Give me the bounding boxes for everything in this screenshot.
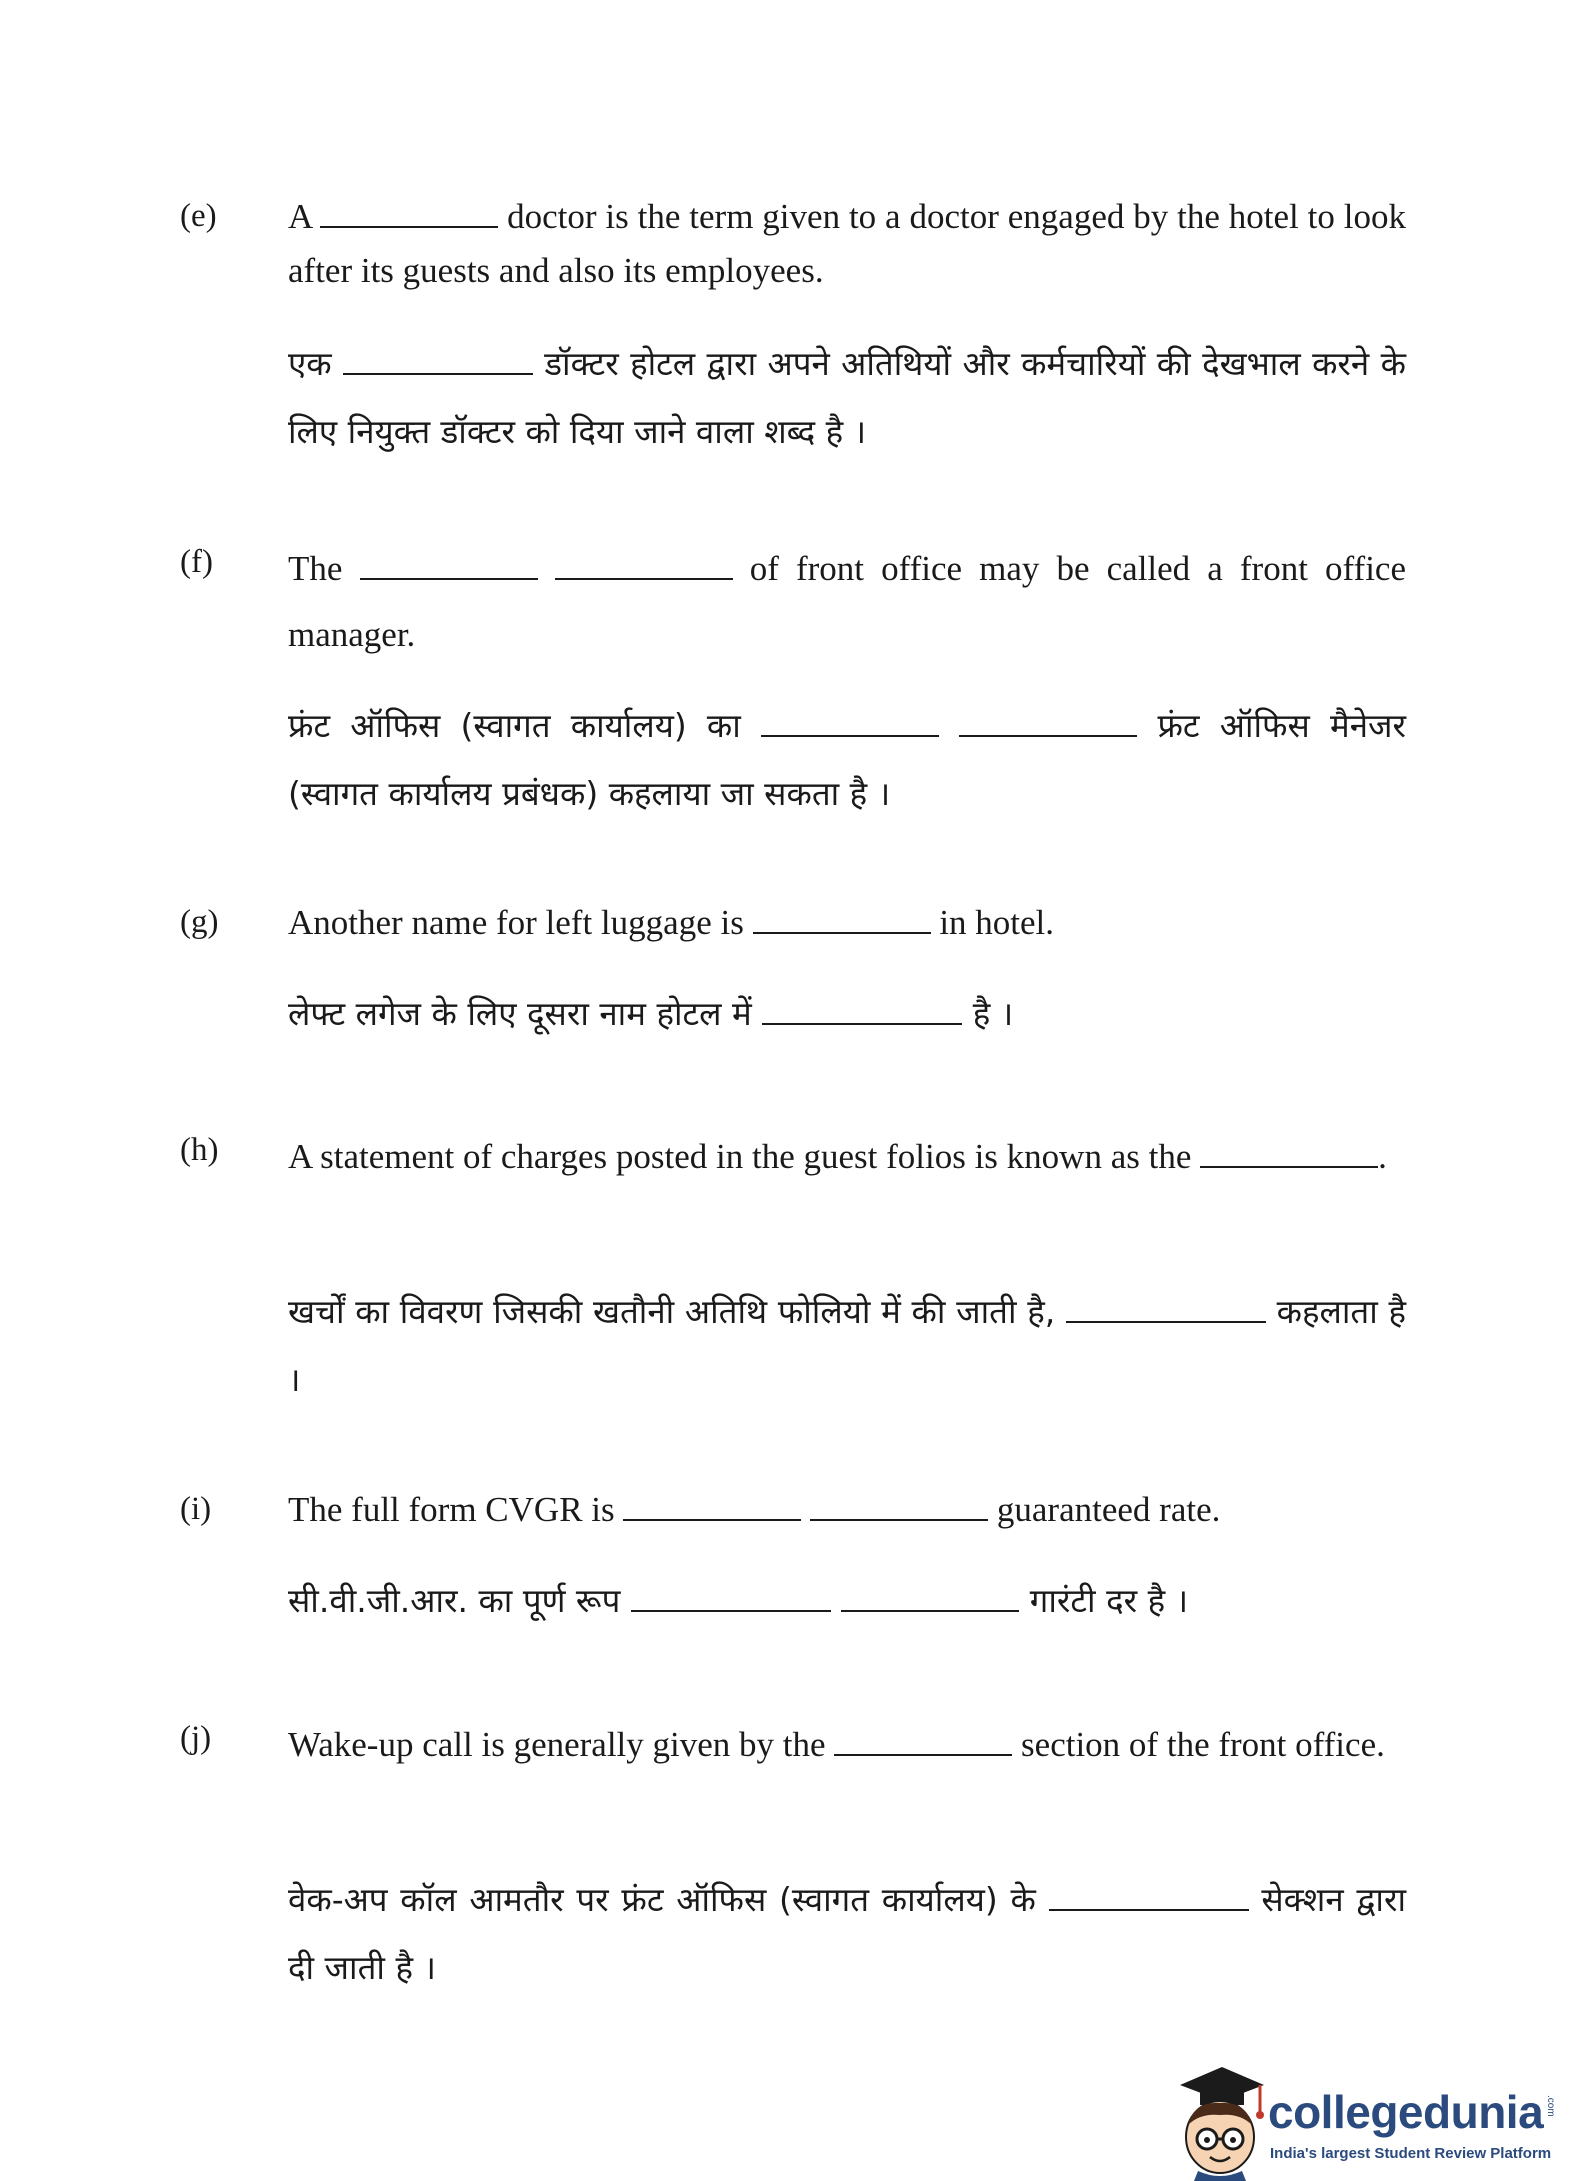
question-text-english: The of front office may be called a front office manager. <box>288 549 1406 654</box>
question-text-hindi: फ्रंट ऑफिस (स्वागत कार्यालय) का फ्रंट ऑफिस मैनेजर (स्वागत कार्यालय प्रबंधक) कहलाया जा सकता है । <box>288 706 1407 813</box>
question-number: (f) <box>180 544 213 580</box>
question-text-english: Wake-up call is generally given by the section of the front office. <box>288 1725 1385 1764</box>
question-text-hindi: खर्चों का विवरण जिसकी खतौनी अतिथि फोलियो में की जाती है, कहलाता है । <box>288 1292 1406 1399</box>
answer-blank <box>555 550 733 580</box>
question-number: (i) <box>180 1491 212 1527</box>
question-text-english: A doctor is the term given to a doctor engaged by the hotel to look after its guests and also its employees. <box>288 197 1406 290</box>
mascot-icon <box>1160 2055 1270 2181</box>
logo-tagline: India's largest Student Review Platform <box>1270 2145 1552 2162</box>
answer-blank <box>343 345 533 375</box>
answer-blank <box>360 550 538 580</box>
answer-blank <box>810 1491 988 1521</box>
logo-domain-suffix: .com <box>1545 2095 1556 2117</box>
question-number: (j) <box>180 1720 212 1756</box>
question-text-english: The full form CVGR is guaranteed rate. <box>288 1490 1221 1529</box>
answer-blank <box>631 1582 831 1612</box>
question-text-hindi: वेक-अप कॉल आमतौर पर फ्रंट ऑफिस (स्वागत कार्यालय) के सेक्शन द्वारा दी जाती है । <box>288 1880 1406 1987</box>
question-text-hindi: लेफ्ट लगेज के लिए दूसरा नाम होटल में है । <box>288 994 1014 1033</box>
question-number: (e) <box>180 198 217 234</box>
answer-blank <box>959 707 1137 737</box>
question-text-english: Another name for left luggage is in hotel. <box>288 903 1055 942</box>
collegedunia-logo <box>1160 2055 1560 2181</box>
answer-blank <box>1049 1881 1249 1911</box>
logo-wordmark: collegedunia <box>1268 2086 1544 2138</box>
answer-blank <box>762 995 962 1025</box>
question-text-english: A statement of charges posted in the guest folios is known as the . <box>288 1137 1387 1176</box>
question-number: (g) <box>180 904 219 940</box>
answer-blank <box>1066 1293 1266 1323</box>
answer-blank <box>761 707 939 737</box>
question-number: (h) <box>180 1132 219 1168</box>
answer-blank <box>1200 1138 1378 1168</box>
answer-blank <box>753 904 931 934</box>
answer-blank <box>320 198 498 228</box>
answer-blank <box>623 1491 801 1521</box>
question-text-hindi: सी.वी.जी.आर. का पूर्ण रूप गारंटी दर है । <box>288 1581 1189 1620</box>
question-text-hindi: एक डॉक्टर होटल द्वारा अपने अतिथियों और कर्मचारियों की देखभाल करने के लिए नियुक्त डॉक्टर को दिया जाने वाला शब्द है । <box>288 344 1406 451</box>
answer-blank <box>841 1582 1019 1612</box>
answer-blank <box>834 1726 1012 1756</box>
